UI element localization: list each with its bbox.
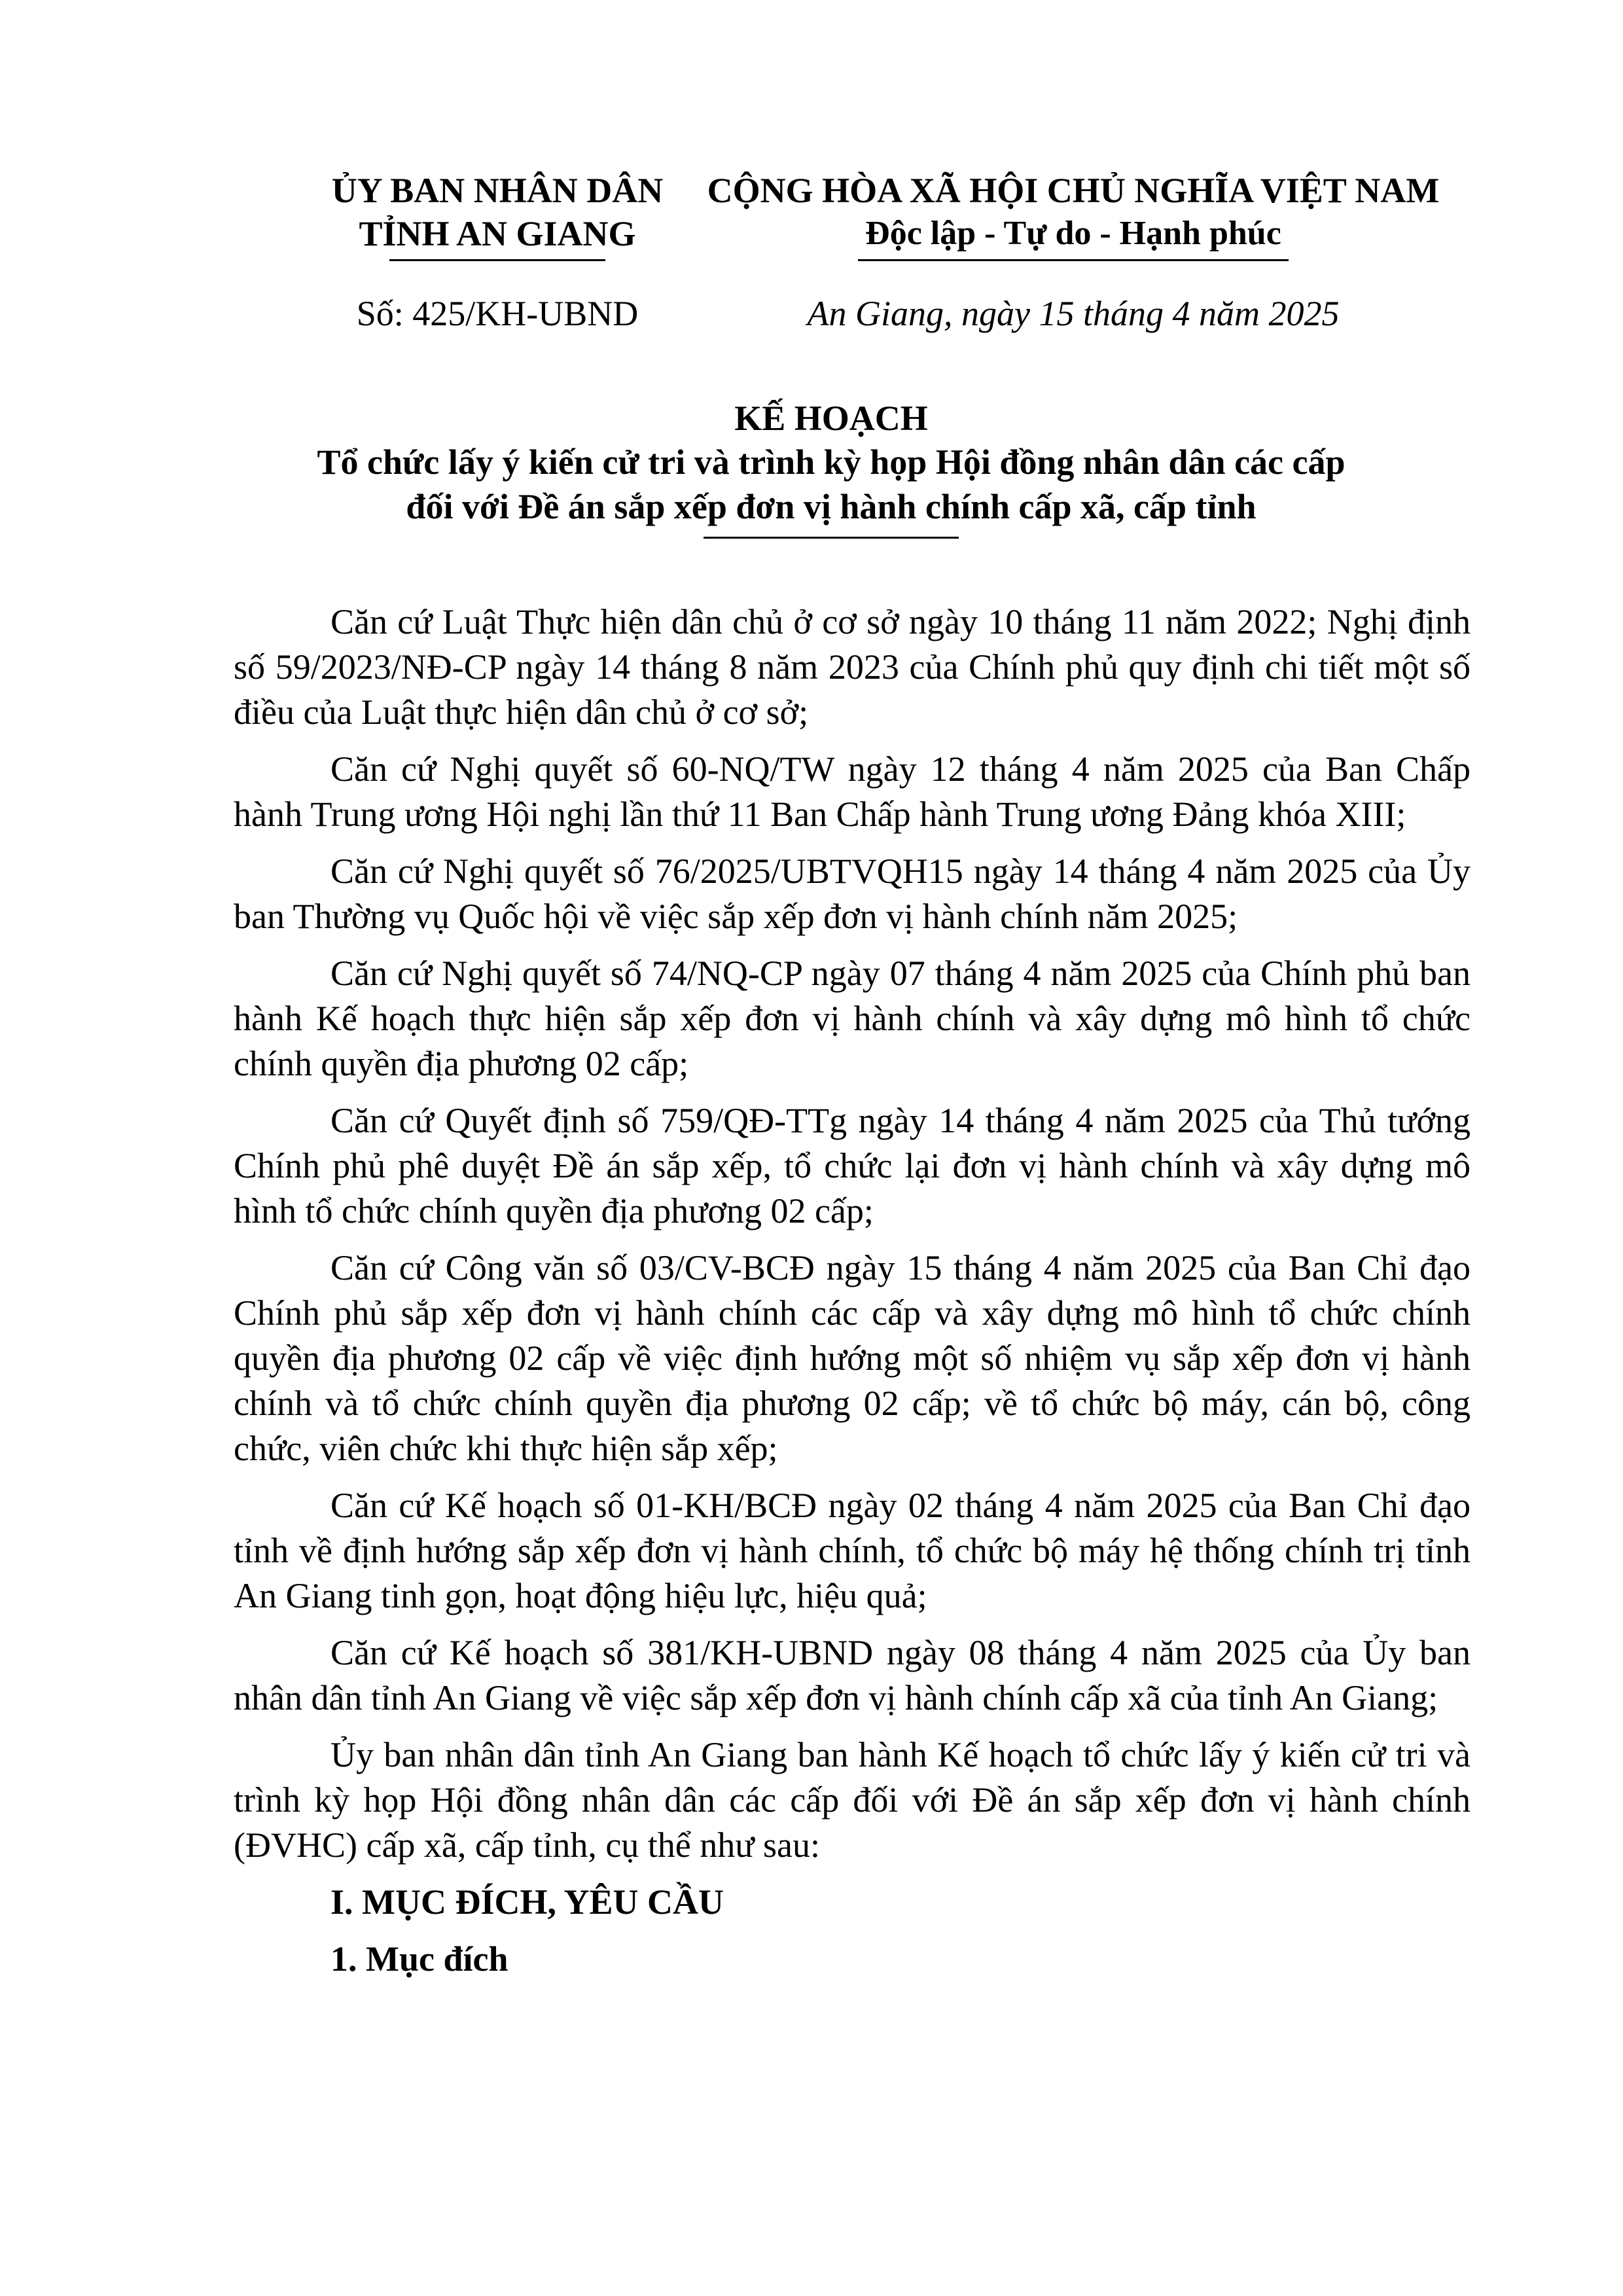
document-number: Số: 425/KH-UBND (356, 294, 639, 333)
section-heading: I. MỤC ĐÍCH, YÊU CẦU (330, 1882, 724, 1922)
document-subject-line2: đối với Đề án sắp xếp đơn vị hành chính cấp xã, cấp tỉnh (406, 487, 1257, 526)
motto-underline (858, 259, 1289, 261)
title-underline (704, 537, 959, 539)
paragraph: Căn cứ Kế hoạch số 01-KH/BCĐ ngày 02 tháng 4 năm 2025 của Ban Chỉ đạo tỉnh về định hướng sắp xếp đơn vị hành chính, tổ chức bộ máy hệ thống chính trị tỉnh An Giang tinh gọn, hoạt động hiệu lực, hiệu quả; (234, 1486, 1471, 1615)
paragraph: Căn cứ Nghị quyết số 76/2025/UBTVQH15 ngày 14 tháng 4 năm 2025 của Ủy ban Thường vụ Quốc hội về việc sắp xếp đơn vị hành chính năm 2025; (234, 852, 1471, 936)
paragraph: Ủy ban nhân dân tỉnh An Giang ban hành Kế hoạch tổ chức lấy ý kiến cử tri và trình kỳ họp Hội đồng nhân dân các cấp đối với Đề án sắp xếp đơn vị hành chính (ĐVHC) cấp xã, cấp tỉnh, cụ thể như sau: (234, 1735, 1471, 1865)
national-motto: Độc lập - Tự do - Hạnh phúc (865, 215, 1281, 252)
document-type: KẾ HOẠCH (734, 399, 928, 438)
national-header (668, 169, 1479, 261)
agency-name-line1: ỦY BAN NHÂN DÂN (331, 171, 664, 210)
document-subject-line1: Tổ chức lấy ý kiến cử tri và trình kỳ họp Hội đồng nhân dân các cấp (317, 442, 1346, 482)
agency-underline (389, 259, 605, 261)
national-title: CỘNG HÒA XÃ HỘI CHỦ NGHĨA VIỆT NAM (707, 171, 1440, 210)
place-date: An Giang, ngày 15 tháng 4 năm 2025 (807, 294, 1340, 333)
document-body (234, 600, 1471, 1994)
paragraph: Căn cứ Quyết định số 759/QĐ-TTg ngày 14 tháng 4 năm 2025 của Thủ tướng Chính phủ phê duyệt Đề án sắp xếp, tổ chức lại đơn vị hành chính và xây dựng mô hình tổ chức chính quyền địa phương 02 cấp; (234, 1101, 1471, 1230)
paragraph: Căn cứ Luật Thực hiện dân chủ ở cơ sở ngày 10 tháng 11 năm 2022; Nghị định số 59/2023/NĐ-CP ngày 14 tháng 8 năm 2023 của Chính phủ quy định chi tiết một số điều của Luật thực hiện dân chủ ở cơ sở; (234, 602, 1471, 732)
subsection-heading: 1. Mục đích (330, 1939, 508, 1979)
paragraph: Căn cứ Nghị quyết số 60-NQ/TW ngày 12 tháng 4 năm 2025 của Ban Chấp hành Trung ương Hội nghị lần thứ 11 Ban Chấp hành Trung ương Đảng khóa XIII; (234, 749, 1471, 834)
agency-header (262, 169, 733, 261)
document-title-block (196, 397, 1466, 539)
paragraph: Căn cứ Kế hoạch số 381/KH-UBND ngày 08 tháng 4 năm 2025 của Ủy ban nhân dân tỉnh An Giang về việc sắp xếp đơn vị hành chính cấp xã của tỉnh An Giang; (234, 1633, 1471, 1717)
paragraph: Căn cứ Nghị quyết số 74/NQ-CP ngày 07 tháng 4 năm 2025 của Chính phủ ban hành Kế hoạch thực hiện sắp xếp đơn vị hành chính và xây dựng mô hình tổ chức chính quyền địa phương 02 cấp; (234, 954, 1471, 1083)
paragraph: Căn cứ Công văn số 03/CV-BCĐ ngày 15 tháng 4 năm 2025 của Ban Chỉ đạo Chính phủ sắp xếp đơn vị hành chính các cấp và xây dựng mô hình tổ chức chính quyền địa phương 02 cấp về việc định hướng một số nhiệm vụ sắp xếp đơn vị hành chính và tổ chức chính quyền địa phương 02 cấp; về tổ chức bộ máy, cán bộ, công chức, viên chức khi thực hiện sắp xếp; (234, 1248, 1471, 1468)
agency-name-line2: TỈNH AN GIANG (359, 214, 636, 253)
